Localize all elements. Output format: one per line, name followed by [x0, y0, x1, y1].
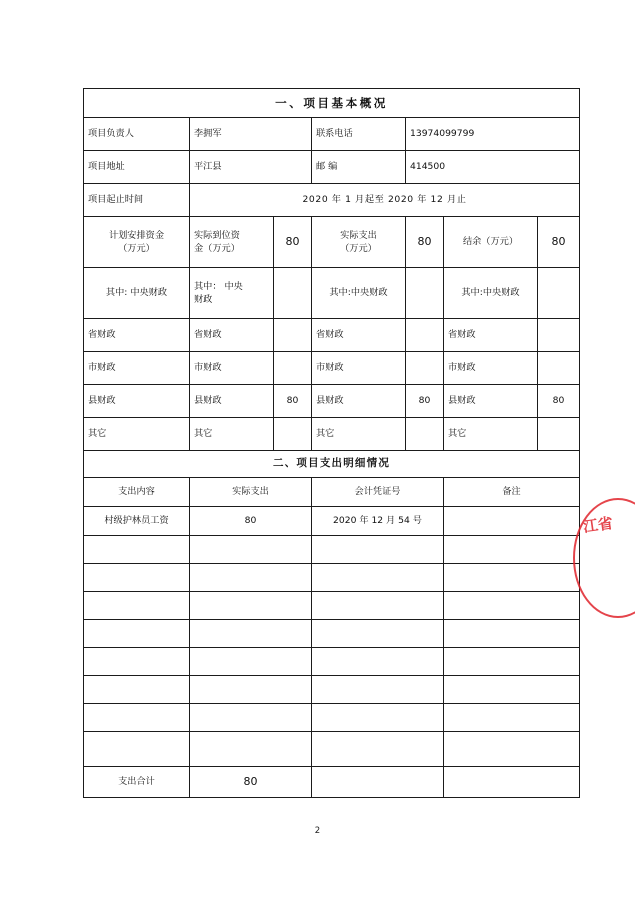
- funds-header-row: [84, 217, 580, 268]
- central-finance-label-2-line2: 财政: [194, 294, 213, 305]
- seal-text: 江省: [581, 514, 615, 537]
- county-value-2: 80: [406, 385, 444, 418]
- table-row: [84, 592, 580, 620]
- city-value-1: [274, 352, 312, 385]
- phone-value: 13974099799: [406, 118, 580, 151]
- detail-voucher-8: [312, 732, 444, 767]
- other-label-1: 其它: [84, 418, 190, 451]
- other-value-3: [538, 418, 580, 451]
- province-label-2: 省财政: [190, 319, 274, 352]
- detail-remark-0: [444, 507, 580, 536]
- project-report-table: [83, 88, 580, 798]
- postcode-label: 邮 编: [312, 151, 406, 184]
- central-finance-value-1: [274, 268, 312, 319]
- table-row: [84, 184, 580, 217]
- planned-funds-label-line2: （万元）: [118, 243, 155, 254]
- detail-content-3: [84, 592, 190, 620]
- address-label: 项目地址: [84, 151, 190, 184]
- section-title-row: [84, 89, 580, 118]
- province-label-3: 省财政: [312, 319, 406, 352]
- funds-row-city: [84, 352, 580, 385]
- central-finance-label-3: 其中:中央财政: [312, 268, 406, 319]
- detail-amount-5: [190, 648, 312, 676]
- spent-funds-label-line1: 实际支出: [340, 229, 377, 241]
- county-label-1: 县财政: [84, 385, 190, 418]
- province-label-1: 省财政: [84, 319, 190, 352]
- received-funds-value: 80: [406, 217, 444, 268]
- detail-amount-2: [190, 564, 312, 592]
- section-one-title: 一、项目基本概况: [84, 89, 580, 118]
- central-finance-label-2: [190, 268, 274, 319]
- red-seal-stamp: [573, 498, 635, 618]
- planned-funds-value: 80: [274, 217, 312, 268]
- address-value: 平江县: [190, 151, 312, 184]
- detail-remark-7: [444, 704, 580, 732]
- province-value-3: [538, 319, 580, 352]
- detail-amount-7: [190, 704, 312, 732]
- detail-remark-3: [444, 592, 580, 620]
- received-funds-label: [190, 217, 274, 268]
- detail-header-remark: 备注: [444, 478, 580, 507]
- other-value-1: [274, 418, 312, 451]
- county-label-3: 县财政: [312, 385, 406, 418]
- detail-voucher-0: 2020 年 12 月 54 号: [312, 507, 444, 536]
- detail-amount-1: [190, 536, 312, 564]
- detail-amount-3: [190, 592, 312, 620]
- province-value-2: [406, 319, 444, 352]
- detail-voucher-7: [312, 704, 444, 732]
- table-row: [84, 704, 580, 732]
- other-label-4: 其它: [444, 418, 538, 451]
- planned-funds-label: [84, 217, 190, 268]
- postcode-value: 414500: [406, 151, 580, 184]
- detail-remark-6: [444, 676, 580, 704]
- city-value-3: [538, 352, 580, 385]
- balance-label: 结余（万元）: [444, 217, 538, 268]
- detail-content-1: [84, 536, 190, 564]
- spent-funds-value: 80: [538, 217, 580, 268]
- central-finance-label-1: 其中: 中央财政: [84, 268, 190, 319]
- county-value-1: 80: [274, 385, 312, 418]
- total-label: 支出合计: [84, 767, 190, 798]
- detail-content-5: [84, 648, 190, 676]
- table-row: [84, 564, 580, 592]
- detail-voucher-3: [312, 592, 444, 620]
- detail-remark-5: [444, 648, 580, 676]
- detail-amount-4: [190, 620, 312, 648]
- province-label-4: 省财政: [444, 319, 538, 352]
- detail-remark-4: [444, 620, 580, 648]
- detail-content-6: [84, 676, 190, 704]
- spent-funds-label: [312, 217, 406, 268]
- detail-amount-0: 80: [190, 507, 312, 536]
- detail-content-4: [84, 620, 190, 648]
- table-row: [84, 151, 580, 184]
- manager-label: 项目负责人: [84, 118, 190, 151]
- detail-voucher-4: [312, 620, 444, 648]
- detail-header-row: [84, 478, 580, 507]
- county-label-4: 县财政: [444, 385, 538, 418]
- total-remark: [444, 767, 580, 798]
- phone-label: 联系电话: [312, 118, 406, 151]
- central-finance-value-2: [406, 268, 444, 319]
- detail-amount-6: [190, 676, 312, 704]
- other-label-3: 其它: [312, 418, 406, 451]
- table-row: [84, 676, 580, 704]
- detail-content-7: [84, 704, 190, 732]
- city-label-2: 市财政: [190, 352, 274, 385]
- total-voucher: [312, 767, 444, 798]
- funds-row-central: [84, 268, 580, 319]
- city-label-1: 市财政: [84, 352, 190, 385]
- city-label-3: 市财政: [312, 352, 406, 385]
- table-row: [84, 732, 580, 767]
- city-label-4: 市财政: [444, 352, 538, 385]
- province-value-1: [274, 319, 312, 352]
- central-finance-value-3: [538, 268, 580, 319]
- funds-row-province: [84, 319, 580, 352]
- detail-voucher-1: [312, 536, 444, 564]
- detail-remark-1: [444, 536, 580, 564]
- planned-funds-label-line1: 计划安排资金: [108, 229, 165, 241]
- central-finance-label-4: 其中:中央财政: [444, 268, 538, 319]
- detail-amount-8: [190, 732, 312, 767]
- detail-header-voucher: 会计凭证号: [312, 478, 444, 507]
- detail-content-2: [84, 564, 190, 592]
- manager-value: 李拥军: [190, 118, 312, 151]
- table-row: [84, 648, 580, 676]
- table-row: [84, 620, 580, 648]
- county-label-2: 县财政: [190, 385, 274, 418]
- section-title-row-2: [84, 451, 580, 478]
- table-row: [84, 536, 580, 564]
- other-label-2: 其它: [190, 418, 274, 451]
- funds-row-other: [84, 418, 580, 451]
- county-value-3: 80: [538, 385, 580, 418]
- spent-funds-label-line2: （万元）: [340, 243, 377, 254]
- detail-content-8: [84, 732, 190, 767]
- detail-content-0: 村级护林员工资: [84, 507, 190, 536]
- table-row: [84, 118, 580, 151]
- period-label: 项目起止时间: [84, 184, 190, 217]
- detail-remark-8: [444, 732, 580, 767]
- detail-remark-2: [444, 564, 580, 592]
- section-two-title: 二、项目支出明细情况: [84, 451, 580, 478]
- received-funds-label-line1: 实际到位资: [194, 229, 240, 241]
- page-number: 2: [314, 826, 321, 836]
- detail-header-amount: 实际支出: [190, 478, 312, 507]
- detail-total-row: [84, 767, 580, 798]
- other-value-2: [406, 418, 444, 451]
- total-amount: 80: [190, 767, 312, 798]
- table-row: [84, 507, 580, 536]
- period-value: 2020 年 1 月起至 2020 年 12 月止: [190, 184, 580, 217]
- city-value-2: [406, 352, 444, 385]
- central-finance-label-2-line1: 其中： 中央: [194, 280, 243, 292]
- detail-header-content: 支出内容: [84, 478, 190, 507]
- funds-row-county: [84, 385, 580, 418]
- detail-voucher-5: [312, 648, 444, 676]
- received-funds-label-line2: 金（万元）: [194, 243, 240, 254]
- detail-voucher-6: [312, 676, 444, 704]
- detail-voucher-2: [312, 564, 444, 592]
